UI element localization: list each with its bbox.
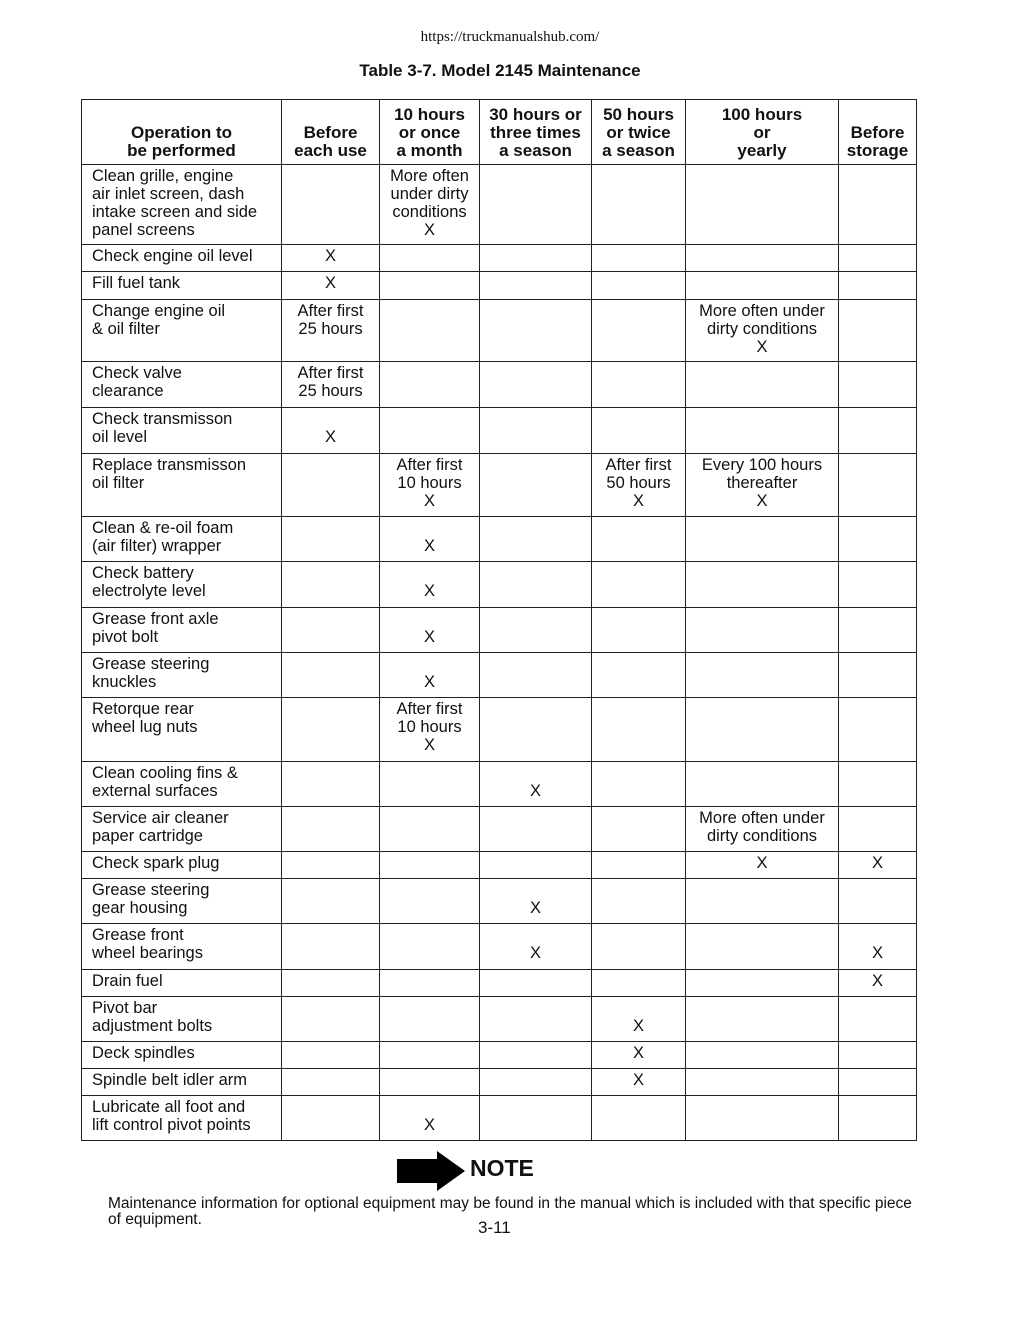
schedule-cell	[839, 997, 917, 1042]
schedule-cell: After first 25 hours	[282, 300, 380, 362]
schedule-cell	[282, 653, 380, 698]
operation-cell: Grease front wheel bearings	[82, 924, 282, 970]
table-row	[82, 1042, 917, 1069]
operation-cell: Deck spindles	[82, 1042, 282, 1069]
schedule-cell	[686, 562, 839, 608]
operation-cell: Grease front axle pivot bolt	[82, 608, 282, 653]
schedule-cell	[686, 1069, 839, 1096]
schedule-cell	[839, 272, 917, 300]
schedule-cell	[839, 762, 917, 807]
schedule-cell	[480, 408, 592, 454]
schedule-cell	[480, 165, 592, 245]
schedule-cell: X	[480, 924, 592, 970]
schedule-cell	[282, 924, 380, 970]
schedule-cell	[592, 807, 686, 852]
schedule-cell	[480, 970, 592, 997]
schedule-cell	[480, 362, 592, 408]
note-callout	[397, 1151, 597, 1191]
arrow-right-icon	[397, 1151, 465, 1191]
operation-cell: Grease steering gear housing	[82, 879, 282, 924]
schedule-cell: X	[282, 245, 380, 272]
operation-cell: Clean grille, engine air inlet screen, dash intake screen and side panel screens	[82, 165, 282, 245]
schedule-cell	[686, 698, 839, 762]
schedule-cell	[592, 653, 686, 698]
schedule-cell	[592, 762, 686, 807]
table-row	[82, 653, 917, 698]
schedule-cell: After first 10 hours X	[380, 698, 480, 762]
schedule-cell	[592, 272, 686, 300]
table-row	[82, 807, 917, 852]
schedule-cell	[380, 1042, 480, 1069]
table-row	[82, 517, 917, 562]
schedule-cell	[480, 852, 592, 879]
schedule-cell	[380, 879, 480, 924]
schedule-cell	[282, 852, 380, 879]
schedule-cell: X	[480, 879, 592, 924]
schedule-cell	[686, 1042, 839, 1069]
header-50-hours: 50 hours or twice a season	[592, 100, 686, 165]
table-row	[82, 454, 917, 517]
schedule-cell	[380, 807, 480, 852]
note-label: NOTE	[470, 1155, 534, 1181]
schedule-cell: X	[380, 653, 480, 698]
operation-cell: Check spark plug	[82, 852, 282, 879]
schedule-cell	[592, 698, 686, 762]
schedule-cell	[839, 608, 917, 653]
schedule-cell: X	[480, 762, 592, 807]
schedule-cell	[839, 1069, 917, 1096]
schedule-cell	[480, 653, 592, 698]
schedule-cell	[839, 454, 917, 517]
schedule-cell: X	[380, 1096, 480, 1141]
note-text: Maintenance information for optional equipment may be found in the manual which is included with that specific piece of equipment.	[108, 1195, 912, 1228]
schedule-cell	[282, 762, 380, 807]
schedule-cell	[686, 879, 839, 924]
schedule-cell	[380, 997, 480, 1042]
operation-cell: Pivot bar adjustment bolts	[82, 997, 282, 1042]
schedule-cell	[380, 762, 480, 807]
schedule-cell	[592, 362, 686, 408]
table-row	[82, 245, 917, 272]
schedule-cell	[480, 608, 592, 653]
schedule-cell	[282, 879, 380, 924]
table-row	[82, 300, 917, 362]
schedule-cell	[592, 970, 686, 997]
schedule-cell	[282, 1096, 380, 1141]
schedule-cell	[380, 362, 480, 408]
schedule-cell	[282, 454, 380, 517]
schedule-cell	[592, 165, 686, 245]
operation-cell: Service air cleaner paper cartridge	[82, 807, 282, 852]
schedule-cell: After first 25 hours	[282, 362, 380, 408]
header-10-hours: 10 hours or once a month	[380, 100, 480, 165]
schedule-cell: After first 10 hours X	[380, 454, 480, 517]
table-row	[82, 165, 917, 245]
schedule-cell	[592, 924, 686, 970]
schedule-cell	[380, 970, 480, 997]
operation-cell: Lubricate all foot and lift control pivot points	[82, 1096, 282, 1141]
table-row	[82, 562, 917, 608]
table-title: Table 3-7. Model 2145 Maintenance	[359, 61, 641, 80]
operation-cell: Grease steering knuckles	[82, 653, 282, 698]
table-body	[82, 165, 917, 1141]
operation-cell: Spindle belt idler arm	[82, 1069, 282, 1096]
header-100-hours: 100 hours or yearly	[686, 100, 839, 165]
schedule-cell: X	[839, 970, 917, 997]
schedule-cell	[480, 807, 592, 852]
source-url: https://truckmanualshub.com/	[420, 29, 600, 45]
operation-cell: Replace transmisson oil filter	[82, 454, 282, 517]
schedule-cell	[282, 562, 380, 608]
schedule-cell: X	[380, 562, 480, 608]
schedule-cell: X	[380, 517, 480, 562]
schedule-cell: X	[282, 272, 380, 300]
schedule-cell	[480, 454, 592, 517]
schedule-cell	[592, 517, 686, 562]
table-row	[82, 408, 917, 454]
schedule-cell	[686, 245, 839, 272]
table-row	[82, 698, 917, 762]
header-operation: Operation to be performed	[82, 100, 282, 165]
page-number: 3-11	[478, 1218, 511, 1237]
schedule-cell	[686, 165, 839, 245]
schedule-cell: X	[592, 1042, 686, 1069]
schedule-cell	[282, 1042, 380, 1069]
schedule-cell	[686, 1096, 839, 1141]
schedule-cell: Every 100 hours thereafter X	[686, 454, 839, 517]
schedule-cell	[686, 272, 839, 300]
schedule-cell	[592, 300, 686, 362]
schedule-cell	[480, 245, 592, 272]
schedule-cell	[592, 1096, 686, 1141]
schedule-cell	[686, 517, 839, 562]
operation-cell: Retorque rear wheel lug nuts	[82, 698, 282, 762]
schedule-cell: X	[282, 408, 380, 454]
operation-cell: Drain fuel	[82, 970, 282, 997]
schedule-cell	[686, 924, 839, 970]
schedule-cell	[480, 1096, 592, 1141]
schedule-cell	[686, 653, 839, 698]
schedule-cell	[592, 562, 686, 608]
schedule-cell	[480, 272, 592, 300]
schedule-cell	[686, 408, 839, 454]
schedule-cell	[480, 1042, 592, 1069]
schedule-cell	[839, 1042, 917, 1069]
schedule-cell	[282, 608, 380, 653]
schedule-cell	[686, 997, 839, 1042]
operation-cell: Check battery electrolyte level	[82, 562, 282, 608]
schedule-cell	[839, 653, 917, 698]
schedule-cell: X	[839, 852, 917, 879]
schedule-cell	[282, 997, 380, 1042]
maintenance-table	[81, 99, 917, 1141]
schedule-cell	[686, 762, 839, 807]
schedule-cell	[592, 852, 686, 879]
schedule-cell	[839, 698, 917, 762]
schedule-cell	[686, 608, 839, 653]
operation-cell: Fill fuel tank	[82, 272, 282, 300]
schedule-cell	[282, 165, 380, 245]
operation-cell: Clean cooling fins & external surfaces	[82, 762, 282, 807]
schedule-cell: X	[592, 1069, 686, 1096]
table-row	[82, 762, 917, 807]
schedule-cell	[839, 362, 917, 408]
operation-cell: Check valve clearance	[82, 362, 282, 408]
schedule-cell	[592, 408, 686, 454]
schedule-cell	[380, 852, 480, 879]
schedule-cell: X	[592, 997, 686, 1042]
schedule-cell: After first 50 hours X	[592, 454, 686, 517]
schedule-cell	[839, 807, 917, 852]
operation-cell: Clean & re-oil foam (air filter) wrapper	[82, 517, 282, 562]
schedule-cell	[282, 517, 380, 562]
schedule-cell: More often under dirty conditions X	[380, 165, 480, 245]
schedule-cell	[686, 970, 839, 997]
schedule-cell	[480, 698, 592, 762]
table-row	[82, 1069, 917, 1096]
operation-cell: Check engine oil level	[82, 245, 282, 272]
schedule-cell	[380, 408, 480, 454]
operation-cell: Check transmisson oil level	[82, 408, 282, 454]
schedule-cell	[380, 924, 480, 970]
schedule-cell	[839, 517, 917, 562]
schedule-cell	[480, 300, 592, 362]
schedule-cell	[380, 245, 480, 272]
schedule-cell	[686, 362, 839, 408]
schedule-cell	[480, 562, 592, 608]
table-row	[82, 997, 917, 1042]
schedule-cell	[839, 562, 917, 608]
schedule-cell: X	[380, 608, 480, 653]
schedule-cell: More often under dirty conditions	[686, 807, 839, 852]
schedule-cell	[839, 245, 917, 272]
schedule-cell	[839, 879, 917, 924]
schedule-cell: X	[686, 852, 839, 879]
schedule-cell	[282, 970, 380, 997]
schedule-cell: More often under dirty conditions X	[686, 300, 839, 362]
schedule-cell	[380, 300, 480, 362]
table-row	[82, 879, 917, 924]
schedule-cell	[480, 997, 592, 1042]
schedule-cell	[380, 272, 480, 300]
schedule-cell	[839, 408, 917, 454]
schedule-cell	[592, 245, 686, 272]
table-row	[82, 1096, 917, 1141]
operation-cell: Change engine oil & oil filter	[82, 300, 282, 362]
table-row	[82, 608, 917, 653]
table-row	[82, 924, 917, 970]
schedule-cell	[839, 165, 917, 245]
header-before-storage: Before storage	[839, 100, 917, 165]
schedule-cell	[592, 879, 686, 924]
table-header-row	[82, 100, 917, 165]
schedule-cell	[282, 1069, 380, 1096]
schedule-cell: X	[839, 924, 917, 970]
schedule-cell	[839, 300, 917, 362]
header-30-hours: 30 hours or three times a season	[480, 100, 592, 165]
schedule-cell	[839, 1096, 917, 1141]
schedule-cell	[592, 608, 686, 653]
table-row	[82, 272, 917, 300]
schedule-cell	[282, 698, 380, 762]
schedule-cell	[282, 807, 380, 852]
table-row	[82, 970, 917, 997]
schedule-cell	[480, 517, 592, 562]
schedule-cell	[380, 1069, 480, 1096]
table-row	[82, 362, 917, 408]
table-row	[82, 852, 917, 879]
schedule-cell	[480, 1069, 592, 1096]
header-before-each-use: Before each use	[282, 100, 380, 165]
